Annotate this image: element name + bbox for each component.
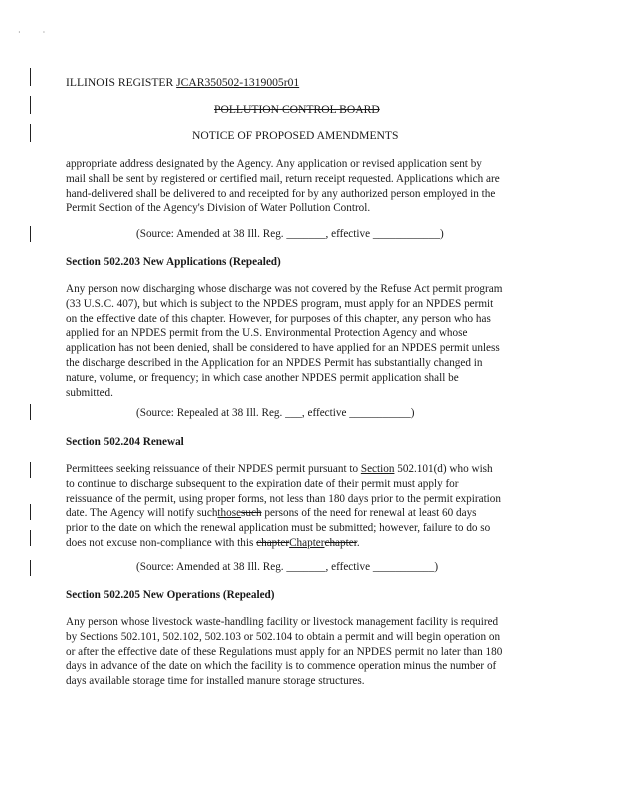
text-run: Permittees seeking reissuance of their NPDES permit pursuant to [66, 463, 361, 475]
paragraph-new-applications [66, 282, 556, 400]
text-line [66, 536, 556, 551]
text-line: Any person now discharging whose discharge was not covered by the Refuse Act permit program [66, 283, 503, 295]
deleted-text: chapter [256, 536, 290, 549]
text-line [66, 462, 556, 477]
change-bar [30, 530, 31, 546]
change-bar [30, 226, 31, 242]
text-run: date. The Agency will notify such [66, 507, 218, 520]
source-note: (Source: Repealed at 38 Ill. Reg. ___, effective ___________) [136, 407, 415, 419]
section-heading: Section 502.203 New Applications (Repealed) [66, 256, 281, 268]
text-line: nature, volume, or frequency; in which case another NPDES permit application shall be [66, 371, 459, 384]
text-line: to continue to discharge subsequent to the expiration date of their permit must apply for [66, 477, 459, 490]
text-run: does not excuse non-compliance with this [66, 536, 257, 549]
text-line: days available storage time for installed manure storage structures. [66, 675, 365, 688]
paragraph-application-address [66, 157, 556, 216]
text-line: or after the effective date of these Regulations must apply for an NPDES permit no later than 180 [66, 645, 503, 658]
paragraph-renewal [66, 462, 556, 551]
text-line: applied for an NPDES permit from the U.S. Environmental Protection Agency and whose [66, 327, 468, 340]
text-line: Any person whose livestock waste-handling facility or livestock management facility is required [66, 616, 499, 628]
text-run: . [356, 536, 360, 549]
register-header [66, 76, 299, 89]
text-line: application has not been denied, shall be considered to have applied for an NPDES permit unless [66, 342, 500, 355]
text-line: by Sections 502.101, 502.102, 502.103 or 502.104 to obtain a permit and will begin operation on [66, 630, 501, 643]
change-bar [30, 96, 31, 114]
notice-title: NOTICE OF PROPOSED AMENDMENTS [192, 129, 399, 142]
change-bar [30, 462, 31, 478]
deleted-text: chapter [324, 536, 357, 549]
text-line [66, 506, 556, 521]
text-line: mail shall be sent by registered or certified mail, return receipt requested. Applications which are [66, 172, 500, 185]
board-title: POLLUTION CONTROL BOARD [214, 103, 380, 116]
inserted-text: those [217, 507, 242, 520]
inserted-text: Chapter [289, 536, 325, 549]
text-run: persons of the need for renewal at least 60 days [261, 507, 477, 520]
register-prefix: ILLINOIS REGISTER [66, 76, 174, 89]
section-heading: Section 502.204 Renewal [66, 436, 184, 448]
text-line: submitted. [66, 386, 113, 399]
source-note: (Source: Amended at 38 Ill. Reg. _______, effective ____________) [136, 228, 444, 240]
text-line: (33 U.S.C. 407), but which is subject to the NPDES program, must apply for an NPDES permit [66, 297, 494, 310]
text-line: prior to the date on which the renewal application must be submitted; however, failure to do so [66, 522, 491, 535]
register-code: JCAR350502-1319005r01 [176, 76, 300, 89]
scan-dots: · · [18, 28, 56, 37]
change-bar [30, 68, 31, 86]
text-line: hand-delivered shall be delivered to and receipted for by any authorized person employed in the [66, 187, 496, 200]
deleted-text: such [241, 507, 262, 520]
text-line: reissuance of the permit, using proper forms, not less than 180 days prior to the permit expiration [66, 492, 501, 505]
text-line: days in advance of the date on which the facility is to commence operation minus the number of [66, 660, 497, 673]
inserted-text: Section [360, 463, 395, 475]
change-bar [30, 504, 31, 520]
text-run: 502.101(d) who wish [394, 463, 493, 475]
change-bar [30, 124, 31, 142]
change-bar [30, 404, 31, 420]
text-line: Permit Section of the Agency's Division of Water Pollution Control. [66, 202, 371, 215]
text-line: the discharge described in the Application for an NPDES Permit has substantially changed in [66, 356, 483, 369]
section-heading: Section 502.205 New Operations (Repealed) [66, 589, 275, 601]
text-line: appropriate address designated by the Agency. Any application or revised application sent by [66, 158, 482, 170]
source-note: (Source: Amended at 38 Ill. Reg. _______, effective ___________) [136, 561, 439, 573]
paragraph-new-operations [66, 615, 556, 689]
change-bar [30, 560, 31, 576]
text-line: on the effective date of this chapter. However, for purposes of this chapter, any person who has [66, 312, 491, 325]
